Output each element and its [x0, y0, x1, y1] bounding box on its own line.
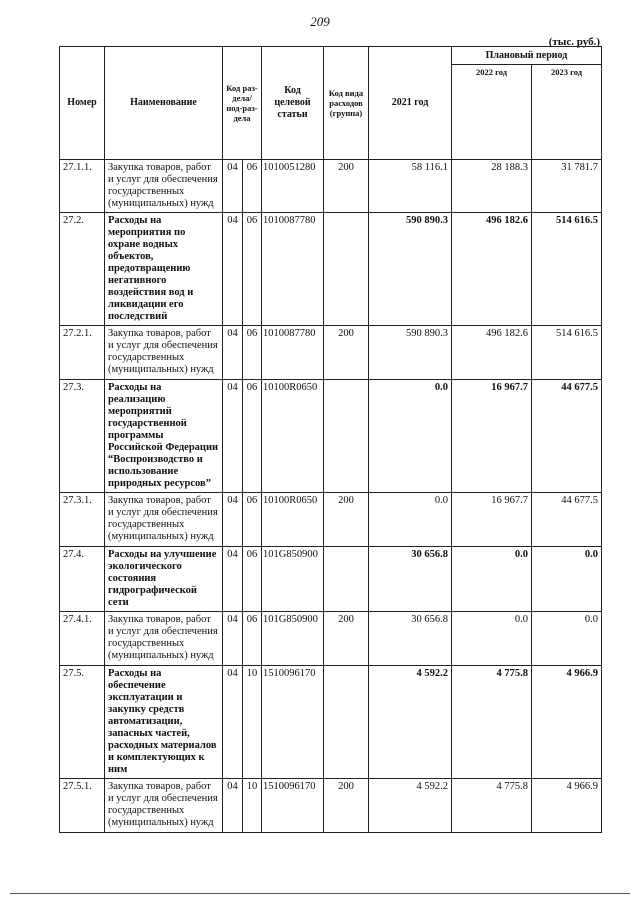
- row-subsection-code: 06: [243, 612, 262, 666]
- row-value-2023: 0.0: [532, 612, 602, 666]
- row-expense-code: 200: [324, 612, 369, 666]
- row-name: Расходы на реализацию мероприятий государственной программы Российской Федерации “Воспроизводство и использование природных ресурсов”: [105, 380, 223, 493]
- row-value-2023: 4 966.9: [532, 666, 602, 779]
- row-name: Закупка товаров, работ и услуг для обеспечения государственных (муниципальных) нужд: [105, 779, 223, 833]
- row-name: Закупка товаров, работ и услуг для обеспечения государственных (муниципальных) нужд: [105, 612, 223, 666]
- header-name: Наименование: [105, 47, 223, 160]
- row-number: 27.3.1.: [60, 493, 105, 547]
- row-value-2022: 16 967.7: [452, 380, 532, 493]
- row-section-code: 04: [223, 547, 243, 612]
- row-target-code: 1010051280: [262, 160, 324, 213]
- row-value-2022: 0.0: [452, 547, 532, 612]
- row-section-code: 04: [223, 380, 243, 493]
- row-expense-code: [324, 380, 369, 493]
- row-target-code: 10100R0650: [262, 493, 324, 547]
- row-value-2023: 31 781.7: [532, 160, 602, 213]
- row-target-code: 1010087780: [262, 213, 324, 326]
- row-value-2022: 496 182.6: [452, 326, 532, 380]
- row-expense-code: 200: [324, 326, 369, 380]
- header-2021: 2021 год: [369, 47, 452, 160]
- row-number: 27.5.1.: [60, 779, 105, 833]
- row-name: Расходы на обеспечение эксплуатации и закупку средств автоматизации, запасных частей, расходных материалов и комплектующих к ним: [105, 666, 223, 779]
- row-subsection-code: 10: [243, 666, 262, 779]
- row-value-2022: 0.0: [452, 612, 532, 666]
- table-row: [60, 160, 602, 213]
- row-expense-code: 200: [324, 493, 369, 547]
- row-expense-code: 200: [324, 160, 369, 213]
- row-target-code: 10100R0650: [262, 380, 324, 493]
- row-subsection-code: 06: [243, 326, 262, 380]
- header-expense-code: Код вида расходов (группа): [324, 47, 369, 160]
- header-target-code: Код целевой статьи: [262, 47, 324, 160]
- row-value-2022: 28 188.3: [452, 160, 532, 213]
- row-section-code: 04: [223, 213, 243, 326]
- row-target-code: 101G850900: [262, 547, 324, 612]
- row-target-code: 1010087780: [262, 326, 324, 380]
- table-row: [60, 326, 602, 380]
- row-value-2022: 4 775.8: [452, 779, 532, 833]
- budget-table: [59, 46, 602, 833]
- table-row: [60, 779, 602, 833]
- row-name: Расходы на мероприятия по охране водных объектов, предотвращению негативного воздействия вод и ликвидации его последствий: [105, 213, 223, 326]
- row-section-code: 04: [223, 160, 243, 213]
- row-value-2023: 44 677.5: [532, 493, 602, 547]
- row-number: 27.3.: [60, 380, 105, 493]
- row-value-2022: 16 967.7: [452, 493, 532, 547]
- row-subsection-code: 10: [243, 779, 262, 833]
- row-value-2023: 44 677.5: [532, 380, 602, 493]
- row-value-2023: 514 616.5: [532, 213, 602, 326]
- row-value-2021: 4 592.2: [369, 666, 452, 779]
- table-row: [60, 213, 602, 326]
- page-bottom-rule: [10, 893, 630, 894]
- row-name: Закупка товаров, работ и услуг для обеспечения государственных (муниципальных) нужд: [105, 493, 223, 547]
- row-value-2021: 590 890.3: [369, 326, 452, 380]
- row-value-2021: 30 656.8: [369, 612, 452, 666]
- table-row: [60, 380, 602, 493]
- header-number: Номер: [60, 47, 105, 160]
- row-expense-code: 200: [324, 779, 369, 833]
- row-name: Закупка товаров, работ и услуг для обеспечения государственных (муниципальных) нужд: [105, 160, 223, 213]
- row-value-2021: 590 890.3: [369, 213, 452, 326]
- row-expense-code: [324, 666, 369, 779]
- row-section-code: 04: [223, 666, 243, 779]
- row-target-code: 101G850900: [262, 612, 324, 666]
- row-value-2021: 4 592.2: [369, 779, 452, 833]
- row-subsection-code: 06: [243, 547, 262, 612]
- row-value-2023: 514 616.5: [532, 326, 602, 380]
- row-number: 27.5.: [60, 666, 105, 779]
- row-target-code: 1510096170: [262, 779, 324, 833]
- row-value-2021: 0.0: [369, 380, 452, 493]
- row-value-2023: 4 966.9: [532, 779, 602, 833]
- row-value-2022: 4 775.8: [452, 666, 532, 779]
- header-2023: 2023 год: [532, 65, 602, 160]
- row-expense-code: [324, 547, 369, 612]
- row-section-code: 04: [223, 612, 243, 666]
- row-value-2021: 30 656.8: [369, 547, 452, 612]
- row-section-code: 04: [223, 326, 243, 380]
- header-section-code: Код раз-дела/ под-раз-дела: [223, 47, 262, 160]
- row-subsection-code: 06: [243, 160, 262, 213]
- row-value-2022: 496 182.6: [452, 213, 532, 326]
- table-row: [60, 493, 602, 547]
- row-value-2023: 0.0: [532, 547, 602, 612]
- unit-label: (тыс. руб.): [548, 36, 600, 48]
- row-value-2021: 0.0: [369, 493, 452, 547]
- row-target-code: 1510096170: [262, 666, 324, 779]
- row-subsection-code: 06: [243, 493, 262, 547]
- row-section-code: 04: [223, 493, 243, 547]
- row-number: 27.1.1.: [60, 160, 105, 213]
- row-number: 27.2.: [60, 213, 105, 326]
- row-subsection-code: 06: [243, 380, 262, 493]
- table-row: [60, 666, 602, 779]
- row-number: 27.4.: [60, 547, 105, 612]
- header-plan-period: Плановый период: [452, 47, 602, 65]
- row-name: Закупка товаров, работ и услуг для обеспечения государственных (муниципальных) нужд: [105, 326, 223, 380]
- row-section-code: 04: [223, 779, 243, 833]
- page-number: 209: [310, 14, 330, 29]
- table-row: [60, 547, 602, 612]
- header-2022: 2022 год: [452, 65, 532, 160]
- row-subsection-code: 06: [243, 213, 262, 326]
- row-number: 27.2.1.: [60, 326, 105, 380]
- row-value-2021: 58 116.1: [369, 160, 452, 213]
- row-number: 27.4.1.: [60, 612, 105, 666]
- row-expense-code: [324, 213, 369, 326]
- row-name: Расходы на улучшение экологического состояния гидрографической сети: [105, 547, 223, 612]
- table-row: [60, 612, 602, 666]
